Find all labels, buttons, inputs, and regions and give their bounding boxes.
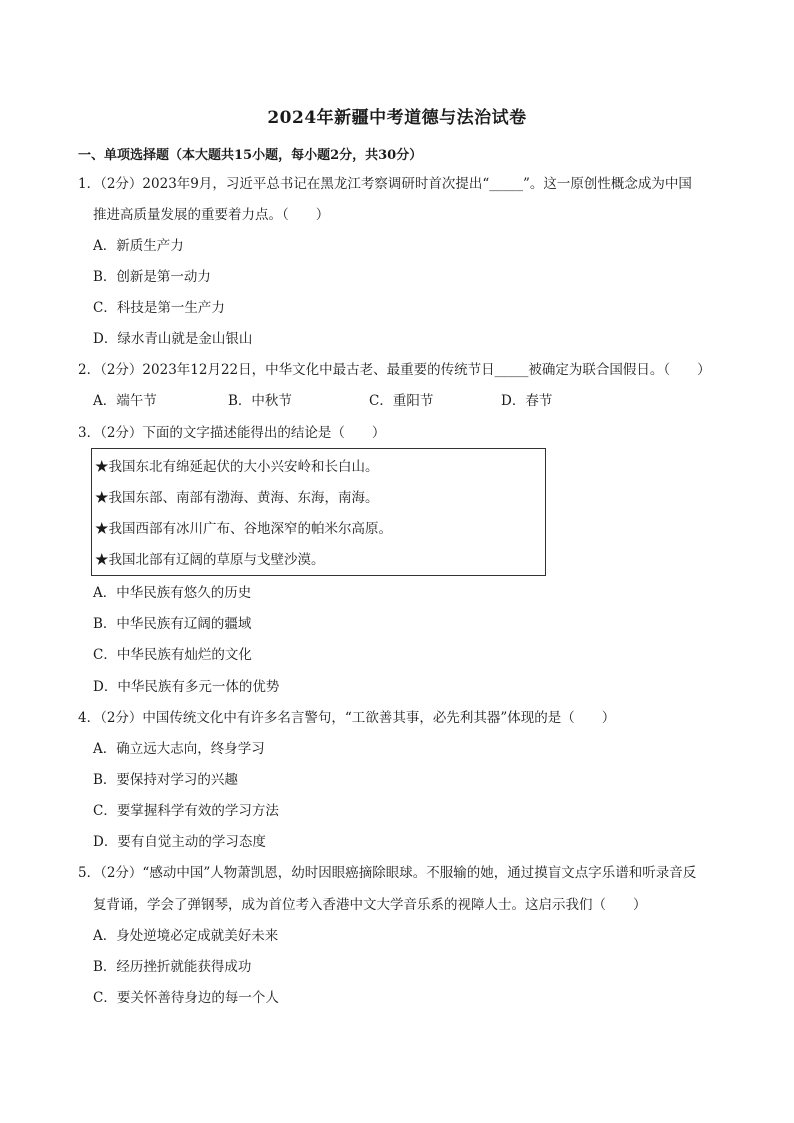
- question-4-option-b[interactable]: B．要保持对学习的兴趣: [93, 772, 238, 788]
- question-4-option-d[interactable]: D．要有自觉主动的学习态度: [93, 834, 266, 850]
- question-3-material-box: [91, 448, 546, 576]
- question-2-option-d[interactable]: D．春节: [501, 393, 553, 409]
- question-4-option-c[interactable]: C．要掌握科学有效的学习方法: [93, 803, 279, 819]
- page-title: 2024年新疆中考道德与法治试卷: [267, 108, 527, 128]
- question-1-option-d[interactable]: D．绿水青山就是金山银山: [93, 331, 253, 347]
- material-line-1: ★我国东北有绵延起伏的大小兴安岭和长白山。: [95, 459, 379, 475]
- question-4-stem: 4．（2分）中国传统文化中有许多名言警句，“工欲善其事，必先利其器”体现的是（ ）: [78, 710, 616, 726]
- question-1-stem-cont: 推进高质量发展的重要着力点。（ ）: [93, 207, 330, 223]
- material-line-3: ★我国西部有冰川广布、谷地深窄的帕米尔高原。: [95, 521, 392, 537]
- question-1-option-c[interactable]: C．科技是第一生产力: [93, 300, 225, 316]
- question-4-option-a[interactable]: A．确立远大志向，终身学习: [93, 741, 265, 757]
- question-3-stem: 3．（2分）下面的文字描述能得出的结论是（ ）: [78, 425, 386, 441]
- question-5-option-b[interactable]: B．经历挫折就能获得成功: [93, 959, 252, 975]
- question-5-option-c[interactable]: C．要关怀善待身边的每一个人: [93, 990, 279, 1006]
- question-2-option-b[interactable]: B．中秋节: [228, 393, 292, 409]
- question-3-option-c[interactable]: C．中华民族有灿烂的文化: [93, 647, 252, 663]
- question-1-option-a[interactable]: A．新质生产力: [93, 238, 184, 254]
- question-2-option-c[interactable]: C．重阳节: [369, 393, 434, 409]
- question-2-option-a[interactable]: A．端午节: [93, 393, 157, 409]
- question-5-stem: 5．（2分）“感动中国”人物萧凯恩，幼时因眼癌摘除眼球。不服输的她，通过摸盲文点字乐谱和听录音反: [78, 865, 697, 881]
- question-5-option-a[interactable]: A．身处逆境必定成就美好未来: [93, 928, 279, 944]
- question-3-option-a[interactable]: A．中华民族有悠久的历史: [93, 585, 252, 601]
- material-line-4: ★我国北部有辽阔的草原与戈壁沙漠。: [95, 552, 325, 568]
- question-1-stem: 1．（2分）2023年9月，习近平总书记在黑龙江考察调研时首次提出“_____”。这一原创性概念成为中国: [78, 176, 692, 192]
- question-3-option-b[interactable]: B．中华民族有辽阔的疆域: [93, 616, 252, 632]
- material-line-2: ★我国东部、南部有渤海、黄海、东海，南海。: [95, 490, 379, 506]
- question-3-option-d[interactable]: D．中华民族有多元一体的优势: [93, 679, 280, 695]
- section-heading: 一、单项选择题（本大题共15小题，每小题2分，共30分）: [78, 148, 423, 163]
- question-1-option-b[interactable]: B．创新是第一动力: [93, 269, 211, 285]
- question-5-stem-cont: 复背诵，学会了弹钢琴，成为首位考入香港中文大学音乐系的视障人士。这启示我们（ ）: [93, 897, 647, 913]
- question-2-stem: 2．（2分）2023年12月22日，中华文化中最古老、最重要的传统节日_____被确定为联合国假日。（ ）: [78, 362, 711, 378]
